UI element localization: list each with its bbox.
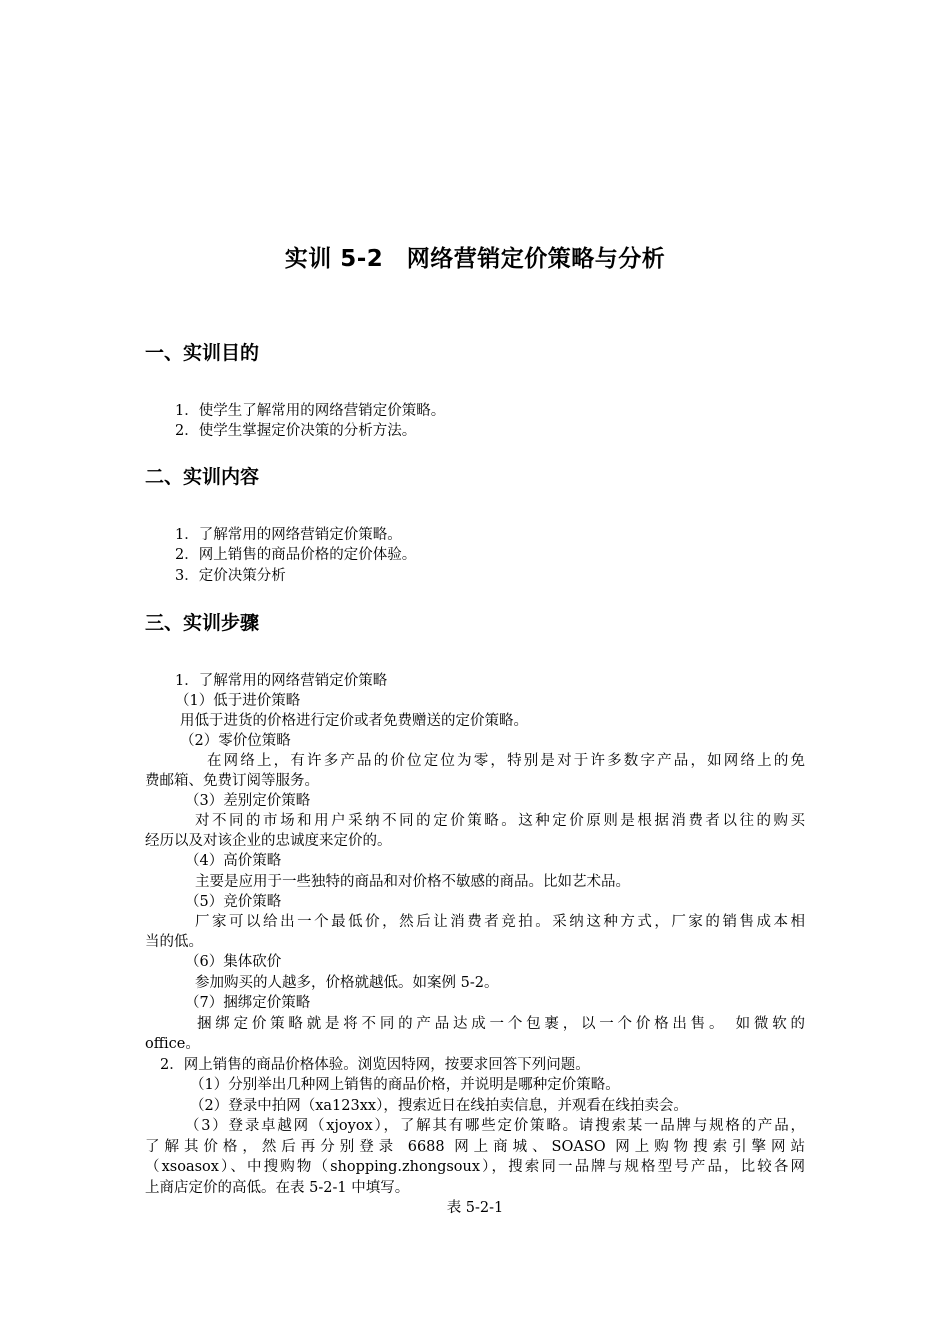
strategy-text: 主要是应用于一些独特的商品和对价格不敏感的商品。比如艺术品。 bbox=[195, 874, 630, 890]
section-heading-content: 二、实训内容 bbox=[145, 466, 260, 488]
question-2: （2）登录中拍网（xa123xx），搜索近日在线拍卖信息，并观看在线拍卖会。 bbox=[190, 1098, 688, 1114]
question-1: （1）分别举出几种网上销售的商品价格，并说明是哪种定价策略。 bbox=[190, 1077, 620, 1093]
question-3-line: （3）登录卓越网（xjoyox），了解其有哪些定价策略。请搜索某一品牌与规格的产品， bbox=[185, 1118, 805, 1134]
strategy-text: 用低于进货的价格进行定价或者免费赠送的定价策略。 bbox=[180, 713, 528, 729]
strategy-text: 参加购买的人越多，价格就越低。如案例 5-2。 bbox=[195, 975, 499, 991]
strategy-text: 在网络上，有许多产品的价位定位为零，特别是对于许多数字产品，如网络上的免 bbox=[207, 753, 805, 769]
list-item: 3．定价决策分析 bbox=[175, 568, 286, 584]
strategy-label: （7）捆绑定价策略 bbox=[185, 995, 311, 1011]
table-caption: 表 5-2-1 bbox=[446, 1200, 504, 1216]
strategy-label: （1）低于进价策略 bbox=[175, 693, 301, 709]
strategy-text: 厂家可以给出一个最低价，然后让消费者竞拍。采纳这种方式，厂家的销售成本相 bbox=[195, 914, 805, 930]
strategy-label: （6）集体砍价 bbox=[185, 954, 282, 970]
step-1-heading: 1．了解常用的网络营销定价策略 bbox=[175, 673, 388, 689]
strategy-label: （4）高价策略 bbox=[185, 853, 282, 869]
strategy-text: 经历以及对该企业的忠诚度来定价的。 bbox=[145, 833, 392, 849]
strategy-text: 捆绑定价策略就是将不同的产品达成一个包裹，以一个价格出售。 如微软的 bbox=[197, 1016, 805, 1032]
step-2-heading: 2．网上销售的商品价格体验。浏览因特网，按要求回答下列问题。 bbox=[160, 1057, 590, 1073]
list-item: 2．使学生掌握定价决策的分析方法。 bbox=[175, 423, 417, 439]
list-item: 2．网上销售的商品价格的定价体验。 bbox=[175, 547, 417, 563]
strategy-text: 当的低。 bbox=[145, 934, 203, 950]
section-heading-steps: 三、实训步骤 bbox=[145, 612, 260, 634]
list-item: 1．使学生了解常用的网络营销定价策略。 bbox=[175, 403, 446, 419]
question-3-line: （xsoasox）、中搜购物（shopping.zhongsoux），搜索同一品牌与规格型号产品，比较各网 bbox=[145, 1159, 805, 1175]
strategy-text: office。 bbox=[145, 1036, 200, 1052]
strategy-label: （2）零价位策略 bbox=[180, 733, 291, 749]
page-title: 实训 5-2 网络营销定价策略与分析 bbox=[284, 246, 666, 272]
strategy-text: 费邮箱、免费订阅等服务。 bbox=[145, 773, 319, 789]
strategy-label: （5）竞价策略 bbox=[185, 894, 282, 910]
list-item: 1．了解常用的网络营销定价策略。 bbox=[175, 527, 402, 543]
strategy-label: （3）差别定价策略 bbox=[185, 793, 311, 809]
question-3-line: 上商店定价的高低。在表 5-2-1 中填写。 bbox=[145, 1180, 410, 1196]
strategy-text: 对不同的市场和用户采纳不同的定价策略。这种定价原则是根据消费者以往的购买 bbox=[195, 813, 805, 829]
section-heading-purpose: 一、实训目的 bbox=[145, 342, 260, 364]
question-3-line: 了解其价格，然后再分别登录 6688 网上商城、SOASO 网上购物搜索引擎网站 bbox=[145, 1139, 805, 1155]
